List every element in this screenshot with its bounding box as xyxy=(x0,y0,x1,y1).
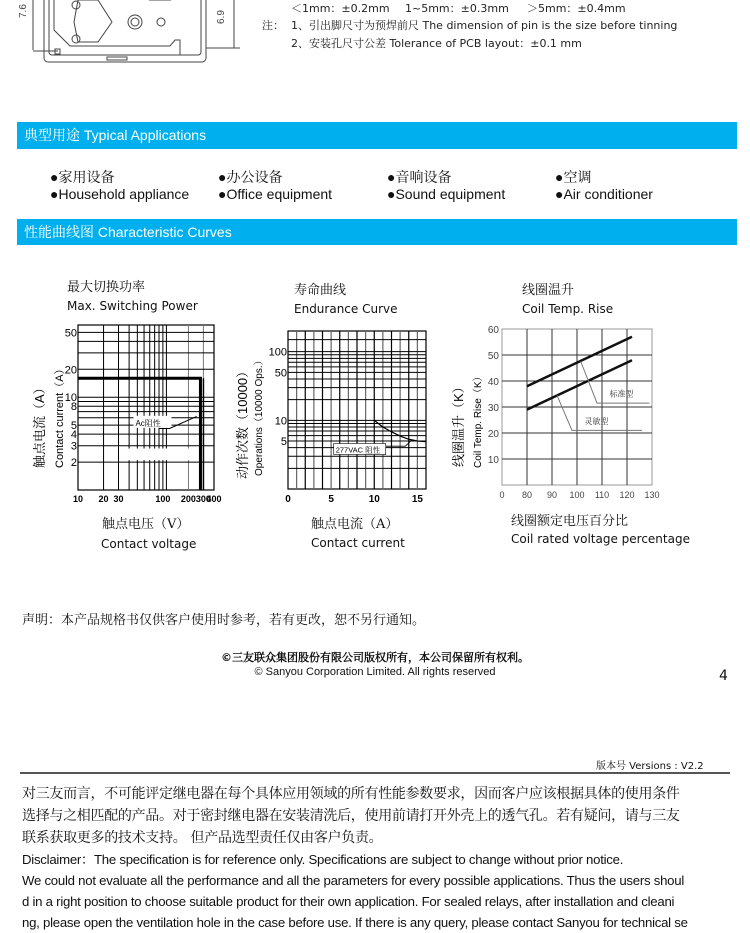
copyright-en: © Sanyou Corporation Limited. All rights reserved xyxy=(254,666,496,678)
chart2-x-tick: 10 xyxy=(368,494,380,505)
chart3-y-tick: 60 xyxy=(487,325,499,336)
chart1-y-tick: 4 xyxy=(70,429,77,442)
chart3-y-tick: 10 xyxy=(487,455,499,466)
disclaimer-en-line: We could not evaluate all the performance and all the parameters for every possible applications. Thus the users shoul xyxy=(22,873,685,888)
application-en: ●Sound equipment xyxy=(387,186,506,202)
chart3-ylabel-en: Coil Temp. Rise（K） xyxy=(473,371,484,468)
application-cn: ●音响设备 xyxy=(387,169,452,185)
chart1-ylabel: 触点电流（A） xyxy=(32,381,47,468)
chart2-x-tick: 15 xyxy=(411,494,423,505)
application-cn: ●家用设备 xyxy=(50,169,115,185)
chart1-y-tick: 2 xyxy=(70,457,77,470)
disclaimer-en-line: d in a right position to choose suitable product for their own application. For sealed relays, after installation and cleani xyxy=(22,894,675,909)
chart3-x-tick: 120 xyxy=(619,490,635,500)
chart1-title: 最大切换功率 xyxy=(67,280,146,295)
chart1-y-tick: 50 xyxy=(64,327,77,340)
copyright-cn: ©三友联众集团股份有限公司版权所有，本公司保留所有权利。 xyxy=(221,651,529,664)
disclaimer-en-line: ng, please open the ventilation hole in the case before use. If there is any query, please contact Sanyou for technical se xyxy=(22,915,688,930)
chart3-x-tick: 90 xyxy=(546,490,558,500)
application-en: ●Air conditioner xyxy=(555,186,653,202)
disclaimer-cn-line: 联系获取更多的技术支持。 但产品选型责任仅由客户负责。 xyxy=(22,830,383,846)
chart1-y-tick: 5 xyxy=(70,420,77,433)
chart3-y-tick: 30 xyxy=(487,403,499,414)
chart2-title: 寿命曲线 xyxy=(294,283,347,298)
chart-endurance-curve xyxy=(235,331,426,505)
chart2-y-tick: 50 xyxy=(274,367,287,380)
dim-right-label: 6.9 xyxy=(216,10,227,24)
chart1-x-tick: 200 xyxy=(180,494,196,504)
chart1-y-tick: 3 xyxy=(70,440,77,453)
chart3-x-tick: 80 xyxy=(521,490,533,500)
chart3-x-tick: 130 xyxy=(644,490,660,500)
application-cn: ●办公设备 xyxy=(218,169,283,185)
disclaimer-cn-line: 选择与之相匹配的产品。对于密封继电器在安装清洗后，使用前请打开外壳上的透气孔。若有疑问，请与三友 xyxy=(22,808,680,824)
page-number: 4 xyxy=(719,668,728,684)
chart1-x-tick: 300 xyxy=(195,494,211,504)
chart2-y-tick: 10 xyxy=(274,415,287,428)
chart3-ylabel: 线圈温升（K） xyxy=(451,380,466,467)
chart1-x-tick: 30 xyxy=(113,494,124,504)
chart3-x-tick: 110 xyxy=(594,490,610,500)
notice-text: 声明：本产品规格书仅供客户使用时参考，若有更改，恕不另行通知。 xyxy=(22,613,426,628)
chart3-x-tick: 0 xyxy=(499,490,505,500)
chart1-y-tick: 8 xyxy=(70,401,77,414)
chart1-annotation: Ac阻性 xyxy=(135,418,161,428)
chart2-xlabel: 触点电流（A） xyxy=(311,517,399,532)
chart2-annotation: 277VAC 阻性 xyxy=(335,445,381,455)
disclaimer-en-line: Disclaimer：The specification is for reference only. Specifications are subject to change without prior notice. xyxy=(22,852,624,867)
chart3-x-tick: 100 xyxy=(569,490,585,500)
chart1-plot-area xyxy=(78,325,214,490)
chart1-subtitle: Max. Switching Power xyxy=(67,299,198,313)
chart3-y-tick: 20 xyxy=(487,429,499,440)
chart3-subtitle: Coil Temp. Rise xyxy=(522,302,614,316)
chart2-x-tick: 0 xyxy=(285,494,291,505)
chart1-xlabel-en: Contact voltage xyxy=(101,537,197,551)
application-en: ●Office equipment xyxy=(218,186,333,202)
chart3-series-label: 标准型 xyxy=(609,389,634,399)
footer-divider xyxy=(20,772,730,774)
application-cn: ●空调 xyxy=(555,169,592,185)
chart1-ylabel-en: Contact current（A） xyxy=(54,363,66,468)
chart2-xlabel-en: Contact current xyxy=(311,536,405,550)
note-1: 1、引出脚尺寸为预焊前尺 The dimension of pin is the size before tinning xyxy=(291,19,678,32)
chart1-x-tick: 100 xyxy=(155,494,171,504)
chart3-series-label: 灵敏型 xyxy=(584,416,609,426)
chart1-x-tick: 10 xyxy=(72,494,84,504)
chart2-ylabel-en: Operations（10000 Ops.） xyxy=(254,355,265,476)
chart1-blank-region xyxy=(121,449,195,461)
tolerance-lt1: ＜1mm：±0.2mm xyxy=(291,2,390,15)
disclaimer-cn-line: 对三友而言，不可能评定继电器在每个具体应用领域的所有性能参数要求，因而客户应该根据具体的使用条件 xyxy=(22,786,680,802)
chart2-y-tick: 5 xyxy=(280,436,287,449)
chart1-x-tick: 400 xyxy=(206,494,222,504)
chart3-y-tick: 50 xyxy=(487,351,499,362)
applications-heading: 典型用途 Typical Applications xyxy=(24,127,207,143)
dim-left-label: 7.6 xyxy=(18,4,29,18)
chart2-x-tick: 5 xyxy=(328,494,334,505)
chart3-xlabel: 线圈额定电压百分比 xyxy=(511,514,629,529)
disclaimer-block xyxy=(22,783,688,933)
chart2-subtitle: Endurance Curve xyxy=(294,302,398,316)
tolerance-mid: 1~5mm：±0.3mm xyxy=(405,2,509,15)
chart1-xlabel: 触点电压（V） xyxy=(102,517,190,532)
version-label: 版本号 Versions : V2.2 xyxy=(596,761,704,772)
tolerance-gt5: ＞5mm：±0.4mm xyxy=(527,2,626,15)
chart1-y-tick: 20 xyxy=(64,364,77,377)
chart2-ylabel: 动作次数（10000） xyxy=(235,364,250,479)
chart1-x-tick: 20 xyxy=(98,494,109,504)
chart3-xlabel-en: Coil rated voltage percentage xyxy=(511,532,690,546)
note-label: 注： xyxy=(262,19,284,32)
chart-max-switching-power xyxy=(32,325,222,504)
chart3-title: 线圈温升 xyxy=(522,283,575,298)
application-en: ●Household appliance xyxy=(50,186,190,202)
chart-coil-temp-rise xyxy=(451,325,660,500)
chart2-y-tick: 100 xyxy=(268,346,287,359)
curves-heading: 性能曲线图 Characteristic Curves xyxy=(24,224,232,240)
chart1-y-tick: 10 xyxy=(64,392,77,405)
chart3-y-tick: 40 xyxy=(487,377,499,388)
note-2: 2、安装孔尺寸公差 Tolerance of PCB layout：±0.1 mm xyxy=(291,37,582,50)
